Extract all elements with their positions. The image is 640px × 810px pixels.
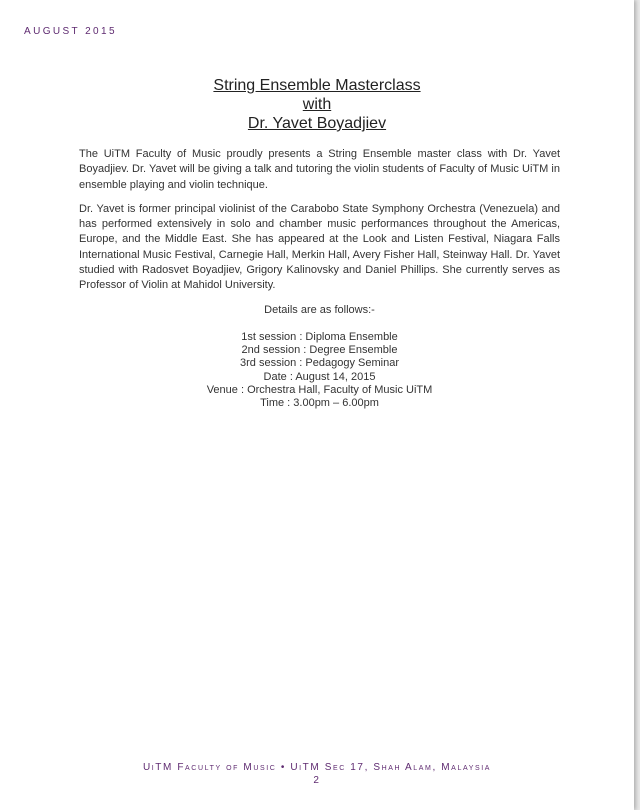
intro-paragraph: The UiTM Faculty of Music proudly presents a String Ensemble master class with Dr. Yavet Boyadjiev. Dr. Yavet will be giving a talk and tutoring the violin students of Faculty of Music UiTM in ensemble playing and violin technique.: [79, 148, 560, 191]
page-footer: [0, 761, 634, 787]
details-heading: Details are as follows:-: [264, 303, 375, 316]
title-line-1: String Ensemble Masterclass: [213, 77, 421, 94]
page-number: 2: [313, 775, 321, 786]
page-title: [0, 76, 634, 133]
details-list: [79, 331, 560, 410]
body-content: [79, 147, 560, 410]
details-item: Time : 3.00pm – 6.00pm: [260, 396, 379, 409]
details-item: Date : August 14, 2015: [263, 370, 376, 383]
details-item: 3rd session : Pedagogy Seminar: [240, 357, 399, 370]
header-date: AUGUST 2015: [24, 26, 117, 37]
details-item: Venue : Orchestra Hall, Faculty of Music UiTM: [206, 383, 433, 396]
title-line-2: with: [302, 96, 332, 113]
details-item: 2nd session : Degree Ensemble: [241, 344, 398, 357]
details-item: 1st session : Diploma Ensemble: [241, 330, 398, 343]
title-line-3: Dr. Yavet Boyadjiev: [247, 115, 387, 132]
footer-text: UiTM Faculty of Music • UiTM Sec 17, Shah Alam, Malaysia: [142, 762, 492, 773]
bio-paragraph: Dr. Yavet is former principal violinist of the Carabobo State Symphony Orchestra (Venezuela) and has performed extensively in solo and chamber music performances throughout the Americas, Europe, and the Middle East. She has appeared at the Look and Listen Festival, Niagara Falls International Music Festival, Carnegie Hall, Merkin Hall, Avery Fisher Hall, Steinway Hall. Dr. Yavet studied with Radosvet Boyadjiev, Grigory Kalinovsky and Daniel Phillips. She currently serves as Professor of Violin at Mahidol University.: [79, 202, 560, 292]
